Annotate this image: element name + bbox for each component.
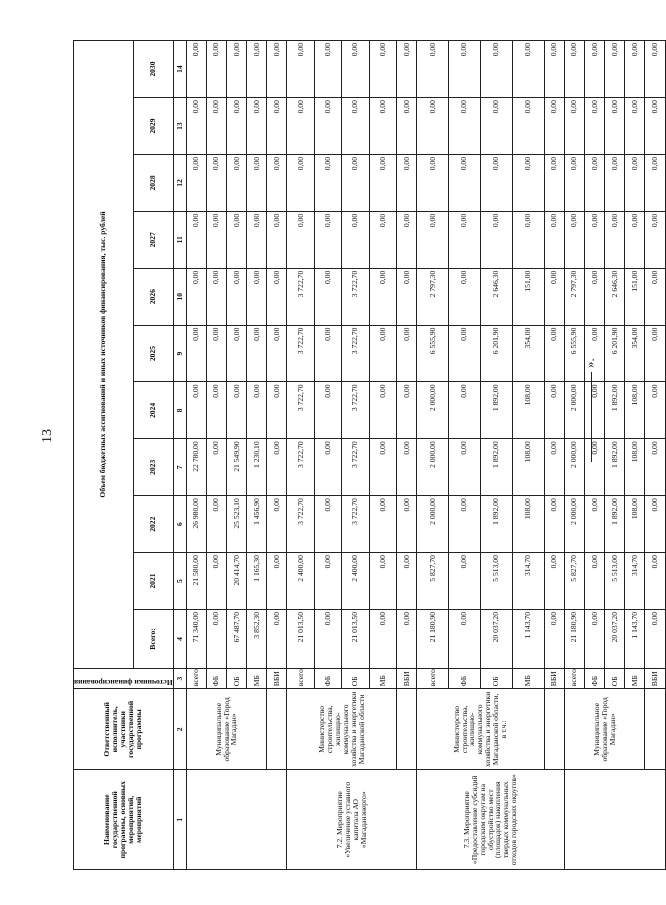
header-year-2021: 2021: [133, 553, 173, 610]
amount-cell: 0,00: [206, 211, 226, 268]
amount-cell: 2 000,00: [564, 439, 584, 496]
amount-cell: 2 646,30: [605, 268, 625, 325]
amount-cell: 0,00: [449, 610, 481, 669]
source-code: ФБ: [584, 668, 604, 688]
amount-cell: 0,00: [512, 155, 544, 212]
amount-cell: 2 400,00: [342, 553, 369, 610]
source-code: ОБ: [342, 668, 369, 688]
column-index: 7: [173, 439, 186, 496]
amount-cell: 0,00: [645, 439, 665, 496]
header-year-2022: 2022: [133, 496, 173, 553]
amount-cell: 0,00: [397, 439, 417, 496]
amount-cell: 20 037,20: [480, 610, 512, 669]
amount-cell: 0,00: [449, 268, 481, 325]
amount-cell: 0,00: [267, 98, 287, 155]
amount-cell: 1 165,30: [247, 553, 267, 610]
amount-cell: 0,00: [480, 41, 512, 98]
amount-cell: 0,00: [397, 496, 417, 553]
source-code: ОБ: [605, 668, 625, 688]
source-code: ВБИ: [645, 668, 665, 688]
amount-cell: 0,00: [584, 439, 604, 496]
source-code: ФБ: [449, 668, 481, 688]
amount-cell: 0,00: [625, 155, 645, 212]
amount-cell: 151,00: [625, 268, 645, 325]
amount-cell: 21 180,90: [417, 610, 449, 669]
amount-cell: 0,00: [314, 439, 341, 496]
amount-cell: 354,00: [512, 325, 544, 382]
amount-cell: 0,00: [584, 268, 604, 325]
amount-cell: 2 797,30: [564, 268, 584, 325]
amount-cell: 0,00: [226, 268, 246, 325]
amount-cell: 108,00: [512, 439, 544, 496]
amount-cell: 0,00: [544, 268, 564, 325]
amount-cell: 0,00: [645, 211, 665, 268]
source-code: ФБ: [206, 668, 226, 688]
amount-cell: 0,00: [267, 268, 287, 325]
column-index: 9: [173, 325, 186, 382]
amount-cell: 0,00: [645, 268, 665, 325]
measure-name: 7.2. Мероприятие «Увеличение уставного капитала АО «Магаданэнерго»: [287, 770, 417, 870]
amount-cell: 0,00: [206, 268, 226, 325]
amount-cell: 1 892,00: [480, 439, 512, 496]
amount-cell: 3 722,70: [287, 439, 314, 496]
amount-cell: 354,00: [625, 325, 645, 382]
amount-cell: 0,00: [314, 155, 341, 212]
amount-cell: 0,00: [247, 268, 267, 325]
column-index: 3: [173, 668, 186, 688]
amount-cell: 1 892,00: [480, 496, 512, 553]
amount-cell: 0,00: [226, 41, 246, 98]
header-year-2026: 2026: [133, 268, 173, 325]
amount-cell: 0,00: [206, 610, 226, 669]
amount-cell: 0,00: [564, 155, 584, 212]
source-code: всего: [417, 668, 449, 688]
amount-cell: 21 013,50: [287, 610, 314, 669]
rotated-table-wrapper: [73, 40, 660, 870]
amount-cell: 0,00: [397, 553, 417, 610]
amount-cell: 0,00: [247, 98, 267, 155]
amount-cell: 0,00: [369, 98, 396, 155]
amount-cell: 108,00: [512, 496, 544, 553]
amount-cell: 0,00: [314, 325, 341, 382]
amount-cell: 0,00: [314, 98, 341, 155]
amount-cell: 21 580,00: [186, 553, 206, 610]
amount-cell: 1 230,10: [247, 439, 267, 496]
amount-cell: 0,00: [186, 155, 206, 212]
amount-cell: 0,00: [584, 610, 604, 669]
amount-cell: 0,00: [186, 41, 206, 98]
closing-quote: ».: [582, 358, 597, 368]
column-index: 1: [173, 770, 186, 870]
amount-cell: 0,00: [512, 98, 544, 155]
amount-cell: 0,00: [314, 382, 341, 439]
amount-cell: 0,00: [267, 325, 287, 382]
amount-cell: 0,00: [342, 211, 369, 268]
source-code: МБ: [512, 668, 544, 688]
amount-cell: 0,00: [544, 98, 564, 155]
amount-cell: 5 513,00: [480, 553, 512, 610]
amount-cell: 2 000,00: [564, 496, 584, 553]
amount-cell: 2 000,00: [417, 439, 449, 496]
amount-cell: 0,00: [206, 553, 226, 610]
table-row: [544, 41, 564, 870]
column-index: 6: [173, 496, 186, 553]
amount-cell: 0,00: [206, 439, 226, 496]
amount-cell: 3 852,30: [247, 610, 267, 669]
amount-cell: 0,00: [314, 211, 341, 268]
source-code: ФБ: [314, 668, 341, 688]
amount-cell: 6 201,90: [480, 325, 512, 382]
amount-cell: 0,00: [287, 155, 314, 212]
amount-cell: 0,00: [645, 41, 665, 98]
amount-cell: 1 892,00: [605, 496, 625, 553]
amount-cell: 3 722,70: [342, 439, 369, 496]
amount-cell: 21 180,90: [564, 610, 584, 669]
amount-cell: 0,00: [417, 98, 449, 155]
amount-cell: 0,00: [206, 325, 226, 382]
amount-cell: 0,00: [417, 155, 449, 212]
amount-cell: 0,00: [645, 496, 665, 553]
amount-cell: 0,00: [369, 382, 396, 439]
amount-cell: 314,70: [625, 553, 645, 610]
amount-cell: 2 000,00: [417, 496, 449, 553]
column-index: 11: [173, 211, 186, 268]
amount-cell: 0,00: [186, 211, 206, 268]
amount-cell: 0,00: [397, 268, 417, 325]
amount-cell: 0,00: [449, 211, 481, 268]
source-code: всего: [287, 668, 314, 688]
amount-cell: 0,00: [369, 496, 396, 553]
amount-cell: 0,00: [449, 325, 481, 382]
source-code: ВБИ: [544, 668, 564, 688]
amount-cell: 3 722,70: [342, 325, 369, 382]
executor-blank: [645, 689, 665, 770]
amount-cell: 0,00: [544, 211, 564, 268]
amount-cell: 0,00: [314, 268, 341, 325]
amount-cell: 0,00: [369, 211, 396, 268]
amount-cell: 0,00: [605, 98, 625, 155]
amount-cell: 0,00: [369, 155, 396, 212]
executor-blank: [544, 689, 564, 770]
amount-cell: 0,00: [544, 439, 564, 496]
source-code: МБ: [369, 668, 396, 688]
amount-cell: 2 646,30: [480, 268, 512, 325]
amount-cell: 0,00: [449, 98, 481, 155]
amount-cell: 0,00: [584, 98, 604, 155]
amount-cell: 0,00: [267, 439, 287, 496]
amount-cell: 0,00: [314, 496, 341, 553]
amount-cell: 1 892,00: [480, 382, 512, 439]
header-year-2025: 2025: [133, 325, 173, 382]
amount-cell: 0,00: [625, 98, 645, 155]
amount-cell: 0,00: [480, 211, 512, 268]
amount-cell: 3 722,70: [287, 268, 314, 325]
amount-cell: 0,00: [369, 268, 396, 325]
amount-cell: 0,00: [449, 382, 481, 439]
amount-cell: 108,00: [625, 496, 645, 553]
amount-cell: 0,00: [267, 41, 287, 98]
amount-cell: 0,00: [397, 211, 417, 268]
amount-cell: 0,00: [584, 155, 604, 212]
amount-cell: 0,00: [206, 41, 226, 98]
amount-cell: 0,00: [544, 610, 564, 669]
header-year-2029: 2029: [133, 98, 173, 155]
amount-cell: 0,00: [544, 382, 564, 439]
amount-cell: 26 980,00: [186, 496, 206, 553]
amount-cell: 1 892,00: [605, 439, 625, 496]
amount-cell: 0,00: [625, 41, 645, 98]
amount-cell: 0,00: [625, 211, 645, 268]
amount-cell: 0,00: [449, 439, 481, 496]
amount-cell: 0,00: [397, 382, 417, 439]
amount-cell: 0,00: [206, 382, 226, 439]
amount-cell: 0,00: [605, 155, 625, 212]
amount-cell: 0,00: [314, 553, 341, 610]
amount-cell: 0,00: [369, 325, 396, 382]
amount-cell: 0,00: [369, 553, 396, 610]
header-executor: Ответственный исполнитель, участники государственной программы: [74, 689, 174, 770]
amount-cell: 0,00: [480, 98, 512, 155]
amount-cell: 0,00: [247, 382, 267, 439]
measure-name: [564, 770, 665, 870]
amount-cell: 0,00: [605, 41, 625, 98]
table-row: [186, 41, 206, 870]
amount-cell: 0,00: [645, 610, 665, 669]
amount-cell: 0,00: [342, 155, 369, 212]
amount-cell: 0,00: [226, 382, 246, 439]
amount-cell: 0,00: [206, 98, 226, 155]
amount-cell: 0,00: [267, 382, 287, 439]
amount-cell: 0,00: [417, 211, 449, 268]
table-row: [645, 41, 665, 870]
amount-cell: 0,00: [417, 41, 449, 98]
source-code: МБ: [625, 668, 645, 688]
header-year-2027: 2027: [133, 211, 173, 268]
amount-cell: 67 487,70: [226, 610, 246, 669]
amount-cell: 0,00: [645, 325, 665, 382]
header-year-2030: 2030: [133, 41, 173, 98]
amount-cell: 0,00: [584, 496, 604, 553]
amount-cell: 0,00: [449, 155, 481, 212]
amount-cell: 0,00: [186, 382, 206, 439]
amount-cell: 0,00: [287, 41, 314, 98]
amount-cell: 0,00: [314, 41, 341, 98]
table-row: [267, 41, 287, 870]
executor-name: Министерство строительства, жилищно-коммунального хозяйства и энергетики Магаданской области: [287, 689, 397, 770]
amount-cell: 0,00: [544, 155, 564, 212]
amount-cell: 0,00: [584, 211, 604, 268]
amount-cell: 0,00: [267, 553, 287, 610]
amount-cell: 1 143,70: [625, 610, 645, 669]
amount-cell: 0,00: [267, 496, 287, 553]
amount-cell: 2 000,00: [564, 382, 584, 439]
amount-cell: 108,00: [625, 439, 645, 496]
source-code: всего: [564, 668, 584, 688]
amount-cell: 0,00: [397, 325, 417, 382]
amount-cell: 21 549,90: [226, 439, 246, 496]
amount-cell: 0,00: [544, 553, 564, 610]
measure-name: [186, 770, 287, 870]
header-year-2024: 2024: [133, 382, 173, 439]
amount-cell: 0,00: [247, 211, 267, 268]
header-source: [74, 668, 174, 688]
amount-cell: 0,00: [369, 439, 396, 496]
amount-cell: 0,00: [449, 553, 481, 610]
amount-cell: 0,00: [512, 41, 544, 98]
amount-cell: 1 456,90: [247, 496, 267, 553]
column-index: 12: [173, 155, 186, 212]
header-year-2023: 2023: [133, 439, 173, 496]
amount-cell: 20 414,70: [226, 553, 246, 610]
header-volume: Объем бюджетных ассигнований и иных источников финансирования, тыс. рублей: [74, 41, 134, 669]
amount-cell: 0,00: [584, 553, 604, 610]
amount-cell: 0,00: [544, 496, 564, 553]
amount-cell: 0,00: [369, 610, 396, 669]
amount-cell: 2 400,00: [287, 553, 314, 610]
executor-name: Министерство строительства, жилищно-коммунального хозяйства и энергетики Магаданской области, в т.ч.:: [417, 689, 545, 770]
amount-cell: 0,00: [186, 268, 206, 325]
executor-name: Муниципальное образование «Город Магадан»: [564, 689, 645, 770]
amount-cell: 21 013,50: [342, 610, 369, 669]
amount-cell: 1 143,70: [512, 610, 544, 669]
amount-cell: 108,00: [512, 382, 544, 439]
amount-cell: 0,00: [512, 211, 544, 268]
source-code: ОБ: [226, 668, 246, 688]
column-index: 13: [173, 98, 186, 155]
amount-cell: 3 722,70: [287, 382, 314, 439]
amount-cell: 0,00: [397, 98, 417, 155]
source-code: ВБИ: [397, 668, 417, 688]
amount-cell: 108,00: [625, 382, 645, 439]
table-row: [564, 41, 584, 870]
amount-cell: 0,00: [226, 325, 246, 382]
amount-cell: 0,00: [342, 41, 369, 98]
page-number: 13: [40, 429, 55, 443]
table-row: [287, 41, 314, 870]
measure-name: 7.3. Мероприятие «Предоставление субсидий городским округам на обустройство мест (площадок) накопления твердых коммунальных отходов городских округов»: [417, 770, 565, 870]
amount-cell: 0,00: [564, 211, 584, 268]
amount-cell: 0,00: [314, 610, 341, 669]
amount-cell: 25 523,10: [226, 496, 246, 553]
amount-cell: 22 780,00: [186, 439, 206, 496]
amount-cell: 0,00: [342, 98, 369, 155]
amount-cell: 0,00: [247, 41, 267, 98]
header-source-text: Источники финансирования: [74, 678, 173, 688]
amount-cell: 0,00: [186, 325, 206, 382]
amount-cell: 0,00: [564, 41, 584, 98]
amount-cell: 0,00: [544, 41, 564, 98]
amount-cell: 0,00: [645, 155, 665, 212]
header-year-2028: 2028: [133, 155, 173, 212]
column-index: 5: [173, 553, 186, 610]
column-index: 10: [173, 268, 186, 325]
amount-cell: 0,00: [584, 382, 604, 439]
amount-cell: 0,00: [645, 553, 665, 610]
amount-cell: 0,00: [397, 155, 417, 212]
header-name: Наименование государственной программы, основных мероприятий, мероприятий: [74, 770, 174, 870]
amount-cell: 1 892,00: [605, 382, 625, 439]
amount-cell: 0,00: [267, 610, 287, 669]
amount-cell: 0,00: [206, 496, 226, 553]
amount-cell: 6 555,90: [564, 325, 584, 382]
amount-cell: 0,00: [226, 211, 246, 268]
amount-cell: 0,00: [267, 155, 287, 212]
amount-cell: 0,00: [645, 382, 665, 439]
amount-cell: 0,00: [645, 98, 665, 155]
amount-cell: 3 722,70: [342, 268, 369, 325]
executor-blank: [397, 689, 417, 770]
amount-cell: 71 340,00: [186, 610, 206, 669]
amount-cell: 3 722,70: [342, 496, 369, 553]
table-row: [397, 41, 417, 870]
source-code: МБ: [247, 668, 267, 688]
amount-cell: 6 201,90: [605, 325, 625, 382]
amount-cell: 5 827,70: [417, 553, 449, 610]
executor-blank: [267, 689, 287, 770]
amount-cell: 5 827,70: [564, 553, 584, 610]
executor-name: Муниципальное образование «Город Магадан»: [186, 689, 267, 770]
table-row: [417, 41, 449, 870]
source-code: ОБ: [480, 668, 512, 688]
amount-cell: 6 555,90: [417, 325, 449, 382]
amount-cell: 0,00: [287, 98, 314, 155]
amount-cell: 3 722,70: [342, 382, 369, 439]
amount-cell: 0,00: [369, 41, 396, 98]
amount-cell: 0,00: [397, 610, 417, 669]
column-index: 8: [173, 382, 186, 439]
amount-cell: 2 000,00: [417, 382, 449, 439]
amount-cell: 0,00: [584, 41, 604, 98]
amount-cell: 5 513,00: [605, 553, 625, 610]
column-index: 4: [173, 610, 186, 669]
amount-cell: 0,00: [397, 41, 417, 98]
amount-cell: 0,00: [226, 155, 246, 212]
source-code: ВБИ: [267, 668, 287, 688]
amount-cell: 3 722,70: [287, 325, 314, 382]
amount-cell: 0,00: [584, 325, 604, 382]
amount-cell: 0,00: [544, 325, 564, 382]
amount-cell: 3 722,70: [287, 496, 314, 553]
column-index: 2: [173, 689, 186, 770]
amount-cell: 151,00: [512, 268, 544, 325]
amount-cell: 0,00: [226, 98, 246, 155]
amount-cell: 314,70: [512, 553, 544, 610]
amount-cell: 0,00: [564, 98, 584, 155]
amount-cell: 0,00: [206, 155, 226, 212]
amount-cell: 0,00: [186, 98, 206, 155]
financing-table: [73, 40, 666, 870]
amount-cell: 0,00: [287, 211, 314, 268]
header-total: Всего:: [133, 610, 173, 669]
column-index: 14: [173, 41, 186, 98]
amount-cell: 0,00: [449, 41, 481, 98]
source-code: всего: [186, 668, 206, 688]
amount-cell: 0,00: [247, 325, 267, 382]
amount-cell: 20 037,20: [605, 610, 625, 669]
amount-cell: 0,00: [247, 155, 267, 212]
amount-cell: 0,00: [480, 155, 512, 212]
amount-cell: 0,00: [267, 211, 287, 268]
amount-cell: 0,00: [449, 496, 481, 553]
amount-cell: 0,00: [605, 211, 625, 268]
amount-cell: 2 797,30: [417, 268, 449, 325]
